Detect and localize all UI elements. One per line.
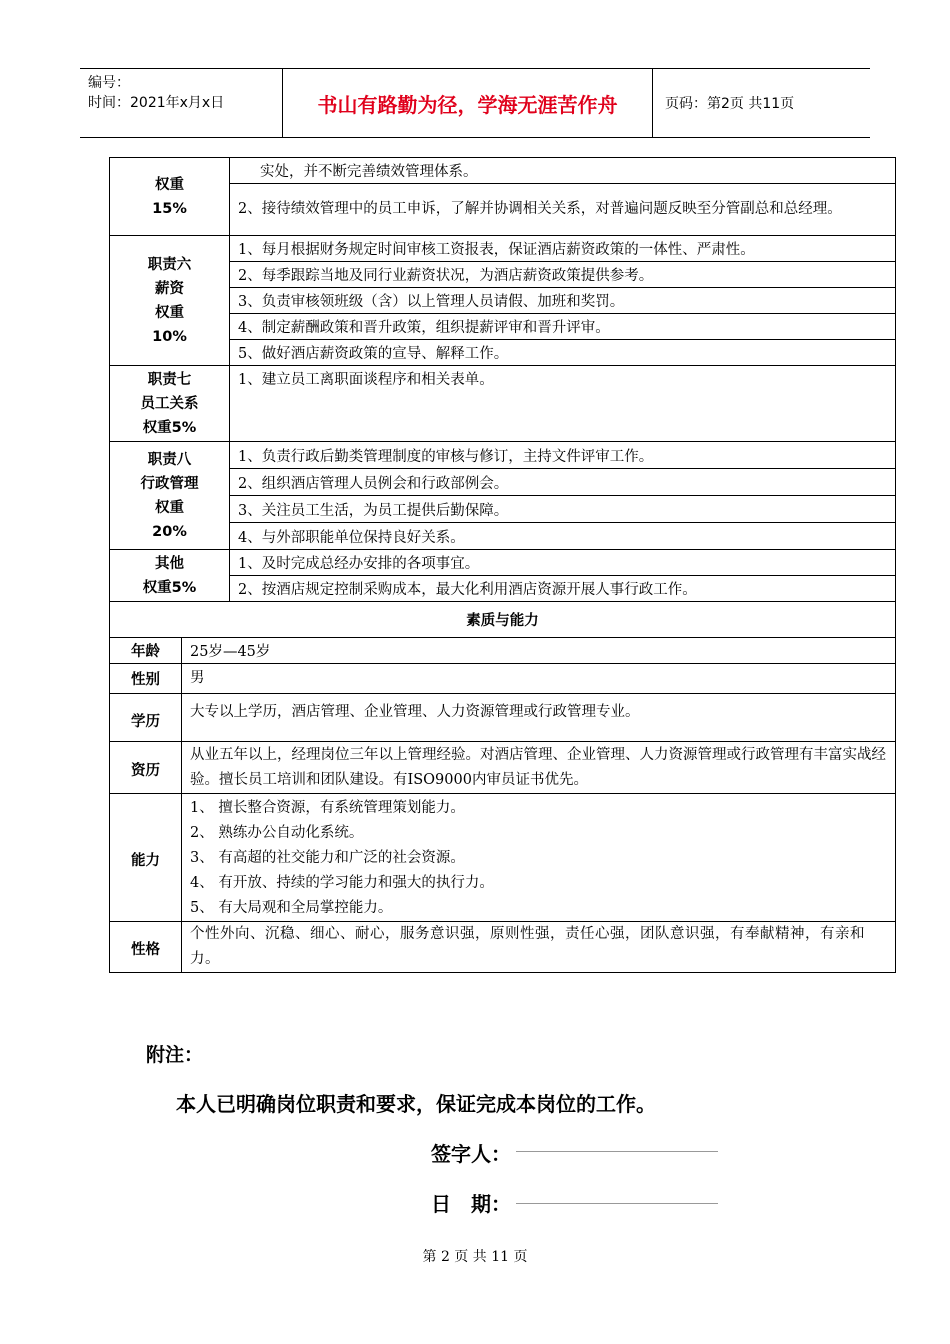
time-label: 时间：2021年x月x日 [88, 95, 225, 111]
duty-item: 实处，并不断完善绩效管理体系。 [230, 158, 896, 184]
duty-row [110, 158, 896, 184]
personality-value: 个性外向、沉稳、细心、耐心，服务意识强，原则性强，责任心强，团队意识强，有奉献精神，有亲和力。 [182, 922, 896, 973]
duty-item: 1、及时完成总经办安排的各项事宜。 [230, 550, 896, 576]
ability-item: 1、 擅长整合资源，有系统管理策划能力。 [190, 800, 465, 816]
duty-label: 职责六 薪资 权重 10% [110, 236, 230, 366]
experience-label: 资历 [110, 742, 182, 794]
ability-item: 2、 熟练办公自动化系统。 [190, 825, 364, 841]
duty-label: 职责八 行政管理 权重 20% [110, 442, 230, 550]
ability-list [182, 794, 896, 922]
header-motto: 书山有路勤为径，学海无涯苦作舟 [282, 69, 653, 137]
date-line [516, 1203, 718, 1204]
duty-label: 权重 15% [110, 158, 230, 236]
duty-item: 3、负责审核领班级（含）以上管理人员请假、加班和奖罚。 [230, 288, 896, 314]
age-value: 25岁—45岁 [182, 638, 896, 664]
notes-title: 附注： [146, 1044, 204, 1066]
number-label: 编号： [88, 75, 130, 91]
signer-label: 签字人： [431, 1142, 511, 1166]
duty-item: 1、负责行政后勤类管理制度的审核与修订，主持文件评审工作。 [230, 442, 896, 469]
gender-value: 男 [182, 664, 896, 694]
duty-item: 1、建立员工离职面谈程序和相关表单。 [230, 366, 896, 442]
header-meta [80, 69, 282, 137]
duty-item: 4、与外部职能单位保持良好关系。 [230, 523, 896, 550]
duty-label: 其他 权重5% [110, 550, 230, 602]
duty-item: 5、做好酒店薪资政策的宣导、解释工作。 [230, 340, 896, 366]
ability-label: 能力 [110, 794, 182, 922]
duty-item: 2、按酒店规定控制采购成本，最大化利用酒店资源开展人事行政工作。 [230, 576, 896, 602]
notes-statement: 本人已明确岗位职责和要求，保证完成本岗位的工作。 [176, 1092, 656, 1116]
personality-label: 性格 [110, 922, 182, 973]
duty-label: 职责七 员工关系 权重5% [110, 366, 230, 442]
duty-item: 1、每月根据财务规定时间审核工资报表，保证酒店薪资政策的一体性、严肃性。 [230, 236, 896, 262]
experience-value: 从业五年以上，经理岗位三年以上管理经验。对酒店管理、企业管理、人力资源管理或行政管理有丰富实战经验。擅长员工培训和团队建设。有ISO9000内审员证书优先。 [182, 742, 896, 794]
education-label: 学历 [110, 694, 182, 742]
ability-item: 4、 有开放、持续的学习能力和强大的执行力。 [190, 875, 494, 891]
signer-line [516, 1151, 718, 1152]
page-header [80, 68, 870, 138]
age-label: 年龄 [110, 638, 182, 664]
job-description-table [109, 157, 896, 973]
duty-item: 2、组织酒店管理人员例会和行政部例会。 [230, 469, 896, 496]
section-title: 素质与能力 [110, 602, 896, 638]
education-value: 大专以上学历，酒店管理、企业管理、人力资源管理或行政管理专业。 [182, 694, 896, 742]
page-footer: 第 2 页 共 11 页 [422, 1249, 528, 1265]
duty-item: 4、制定薪酬政策和晋升政策，组织提薪评审和晋升评审。 [230, 314, 896, 340]
date-label: 日 期： [431, 1192, 511, 1216]
ability-item: 3、 有高超的社交能力和广泛的社会资源。 [190, 850, 465, 866]
duty-item: 2、接待绩效管理中的员工申诉，了解并协调相关关系，对普遍问题反映至分管副总和总经理。 [230, 184, 896, 236]
gender-label: 性别 [110, 664, 182, 694]
header-page-info: 页码：第2页 共11页 [665, 96, 795, 112]
duty-item: 3、关注员工生活，为员工提供后勤保障。 [230, 496, 896, 523]
ability-item: 5、 有大局观和全局掌控能力。 [190, 900, 393, 916]
duty-item: 2、每季跟踪当地及同行业薪资状况，为酒店薪资政策提供参考。 [230, 262, 896, 288]
